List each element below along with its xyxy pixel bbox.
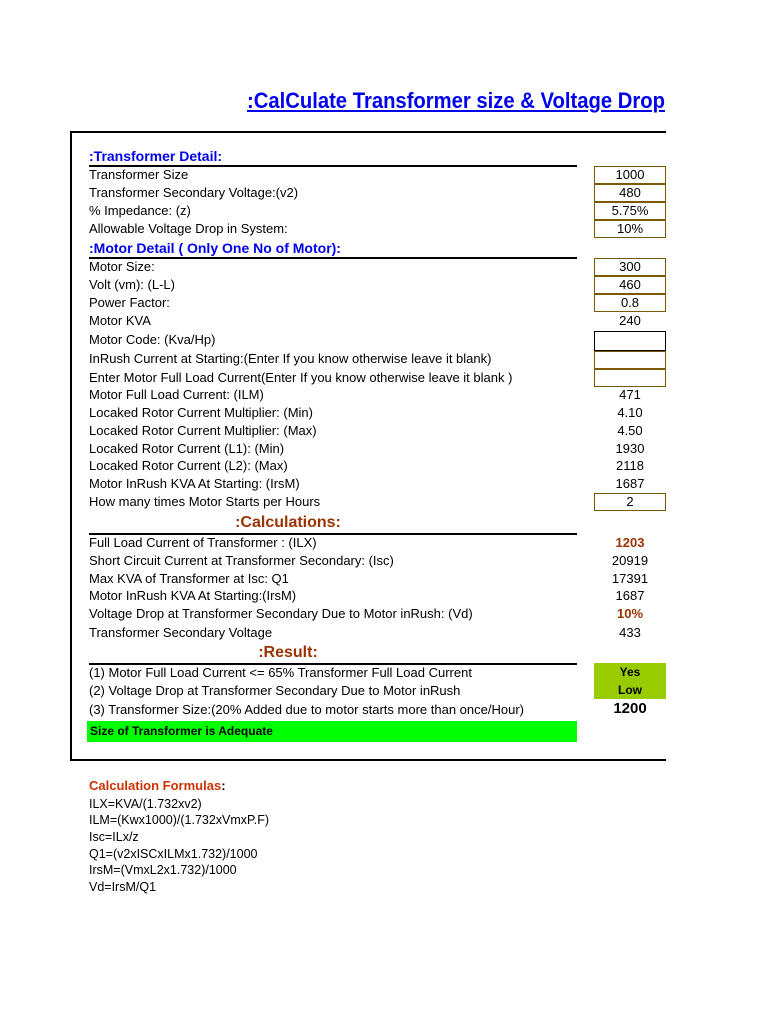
max-kva-value: 17391 <box>611 571 649 586</box>
formula-line: Q1=(v2xISCxILMx1.732)/1000 <box>89 847 258 861</box>
secondary-voltage-result-value: 433 <box>619 625 641 640</box>
allowable-drop-field[interactable]: 10% <box>594 220 666 238</box>
motor-kva-label: Motor KVA <box>89 313 151 328</box>
inrush-current-field[interactable] <box>594 351 666 369</box>
starts-per-hour-label: How many times Motor Starts per Hours <box>89 494 321 509</box>
full-load-input-field[interactable] <box>594 369 666 387</box>
panel-bottom-border <box>70 759 666 761</box>
lrc-l2-value: 2118 <box>616 458 644 473</box>
power-factor-label: Power Factor: <box>89 295 170 310</box>
transformer-flc-label: Full Load Current of Transformer : (ILX) <box>89 535 317 550</box>
short-circuit-label: Short Circuit Current at Transformer Secondary: (Isc) <box>89 553 394 568</box>
calc-inrush-kva-value: 1687 <box>615 588 645 603</box>
motor-code-label: Motor Code: (Kva/Hp) <box>89 332 216 347</box>
starts-per-hour-field[interactable]: 2 <box>594 493 666 511</box>
motor-size-field[interactable]: 300 <box>594 258 666 276</box>
short-circuit-value: 20919 <box>611 553 649 568</box>
motor-kva-value: 240 <box>619 313 641 328</box>
secondary-voltage-label: Transformer Secondary Voltage:(v2) <box>89 185 299 200</box>
motor-code-field[interactable] <box>594 331 666 351</box>
inrush-current-label: InRush Current at Starting:(Enter If you know otherwise leave it blank) <box>89 351 492 366</box>
secondary-voltage-field[interactable]: 480 <box>594 184 666 202</box>
motor-volt-label: Volt (vm): (L-L) <box>89 277 175 292</box>
impedance-label: % Impedance: (z) <box>89 203 191 218</box>
motor-flc-value: 471 <box>619 387 641 402</box>
lrc-l2-label: Locaked Rotor Current (L2): (Max) <box>89 458 288 473</box>
motor-size-label: Motor Size: <box>89 259 155 274</box>
result-flc-check-label: (1) Motor Full Load Current <= 65% Transformer Full Load Current <box>89 665 472 680</box>
motor-flc-label: Motor Full Load Current: (ILM) <box>89 387 264 402</box>
formula-line: Vd=IrsM/Q1 <box>89 880 157 894</box>
inrush-kva-label: Motor InRush KVA At Starting: (IrsM) <box>89 476 300 491</box>
voltage-drop-label: Voltage Drop at Transformer Secondary Due to Motor inRush: (Vd) <box>89 606 473 621</box>
result-drop-check-label: (2) Voltage Drop at Transformer Secondary Due to Motor inRush <box>89 683 461 698</box>
transformer-detail-heading: :Transformer Detail: <box>89 148 223 164</box>
transformer-size-label: Transformer Size <box>89 167 189 182</box>
full-load-input-label: Enter Motor Full Load Current(Enter If you know otherwise leave it blank ) <box>89 370 513 385</box>
motor-detail-rule <box>89 257 577 259</box>
transformer-size-field[interactable]: 1000 <box>594 166 666 184</box>
lrc-l1-label: Locaked Rotor Current (L1): (Min) <box>89 441 285 456</box>
motor-volt-field[interactable]: 460 <box>594 276 666 294</box>
page-title: :CalCulate Transformer size & Voltage Drop <box>246 88 666 113</box>
formula-line: Isc=ILx/z <box>89 830 139 844</box>
calculations-heading: :Calculations: <box>235 514 341 531</box>
allowable-drop-label: Allowable Voltage Drop in System: <box>89 221 288 236</box>
transformer-flc-value: 1203 <box>615 535 645 550</box>
formula-line: ILX=KVA/(1.732xv2) <box>89 797 202 811</box>
result-size-label: (3) Transformer Size:(20% Added due to motor starts more than once/Hour) <box>89 702 524 717</box>
formulas-heading <box>89 778 226 793</box>
impedance-field[interactable]: 5.75% <box>594 202 666 220</box>
lrc-multiplier-min-label: Locaked Rotor Current Multiplier: (Min) <box>89 405 313 420</box>
result-size-value: 1200 <box>613 700 647 717</box>
formulas-heading-text: Calculation Formulas <box>89 778 222 793</box>
lrc-multiplier-max-value: 4.50 <box>617 423 643 438</box>
inrush-kva-value: 1687 <box>615 476 645 491</box>
result-drop-check-value: Low <box>594 681 666 699</box>
result-flc-check-value: Yes <box>594 663 666 681</box>
result-heading: :Result: <box>258 644 318 661</box>
lrc-multiplier-min-value: 4.10 <box>617 405 643 420</box>
formula-line: ILM=(Kwx1000)/(1.732xVmxP.F) <box>89 813 270 827</box>
lrc-l1-value: 1930 <box>615 441 645 456</box>
panel-top-border <box>70 131 666 133</box>
calc-inrush-kva-label: Motor InRush KVA At Starting:(IrsM) <box>89 588 297 603</box>
adequate-banner: Size of Transformer is Adequate <box>87 721 577 742</box>
max-kva-label: Max KVA of Transformer at Isc: Q1 <box>89 571 289 586</box>
lrc-multiplier-max-label: Locaked Rotor Current Multiplier: (Max) <box>89 423 317 438</box>
power-factor-field[interactable]: 0.8 <box>594 294 666 312</box>
formulas-heading-colon: : <box>221 778 226 793</box>
voltage-drop-value: 10% <box>616 606 644 621</box>
motor-detail-heading: :Motor Detail ( Only One No of Motor): <box>89 240 341 256</box>
panel-left-border <box>70 131 72 761</box>
secondary-voltage-result-label: Transformer Secondary Voltage <box>89 625 273 640</box>
formula-line: IrsM=(VmxL2x1.732)/1000 <box>89 863 237 877</box>
